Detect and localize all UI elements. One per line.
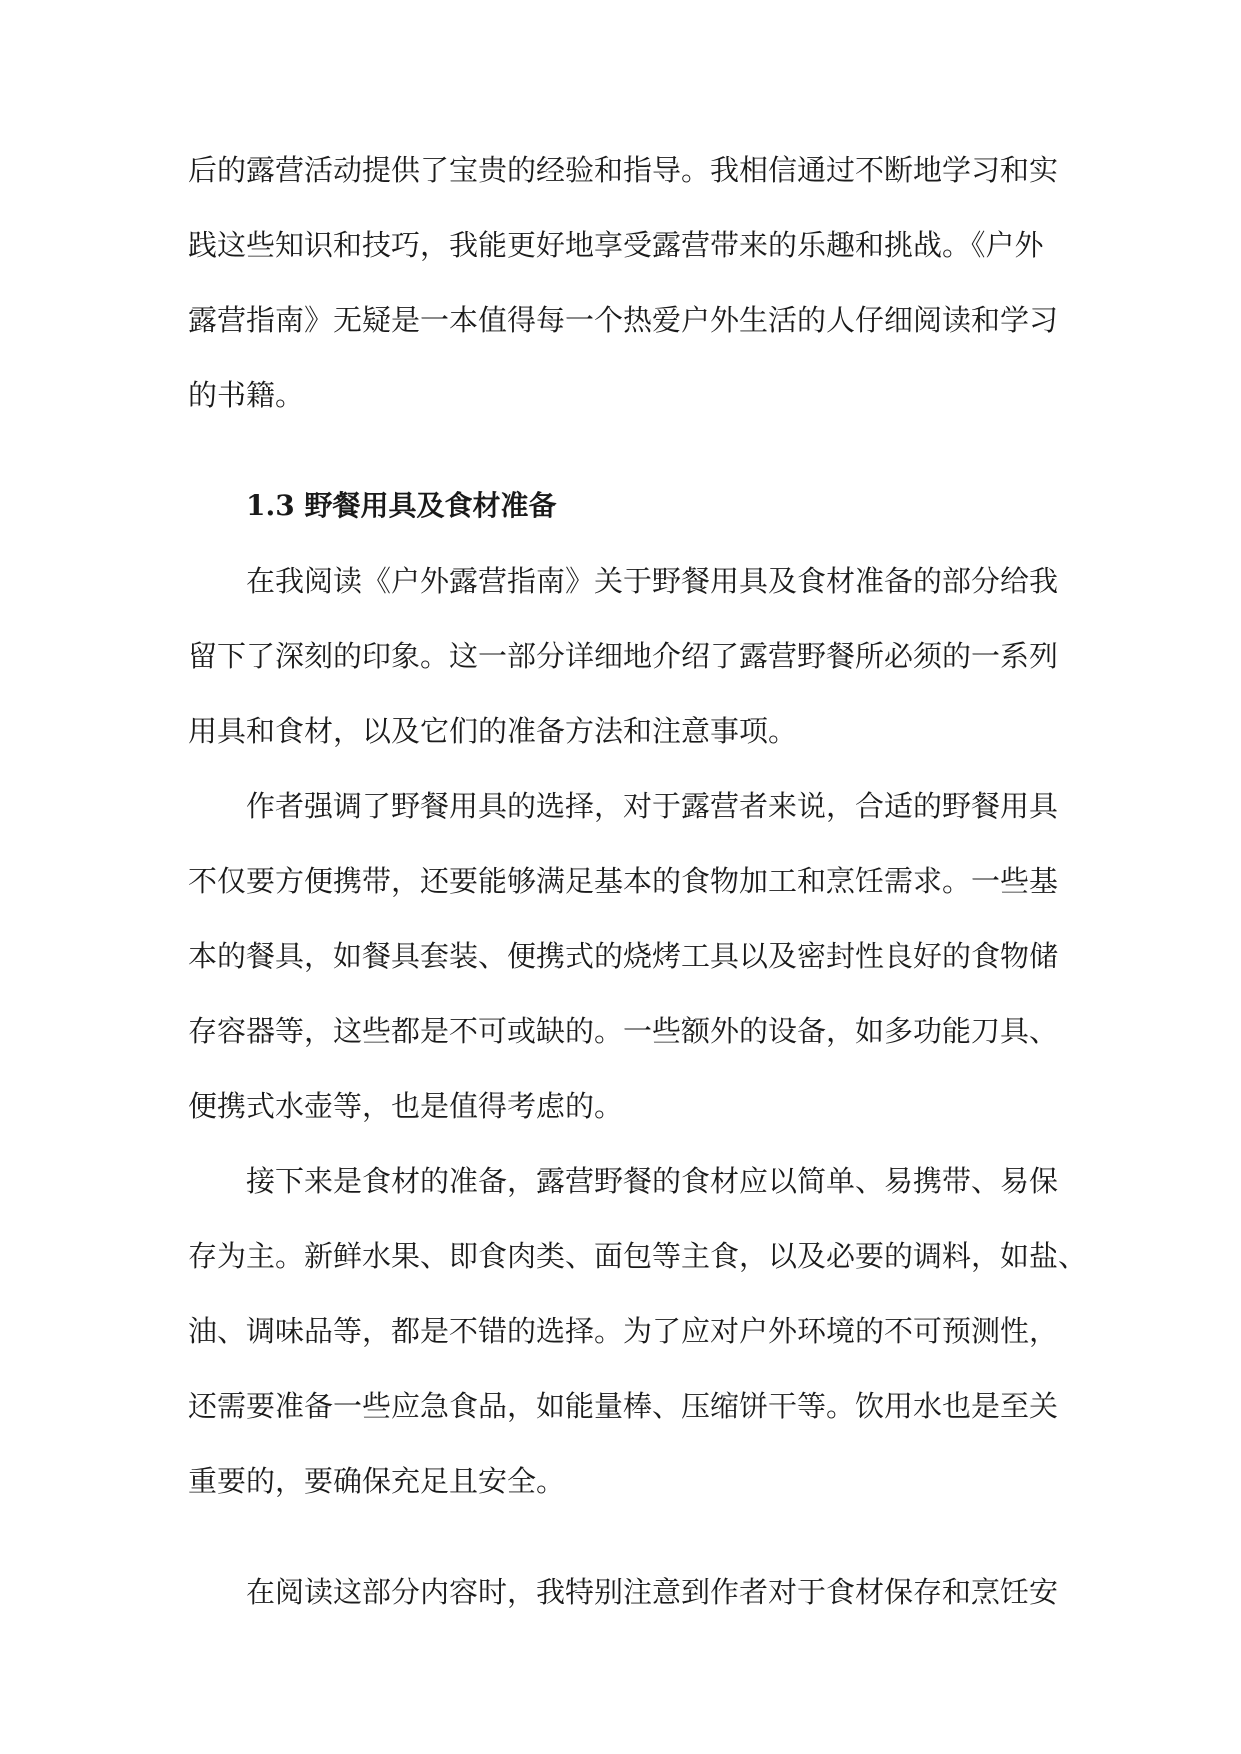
text-line: 重要的，要确保充足且安全。	[188, 1464, 566, 1498]
text-line: 在我阅读《户外露营指南》关于野餐用具及食材准备的部分给我	[246, 564, 1059, 598]
text-line: 用具和食材，以及它们的准备方法和注意事项。	[188, 714, 798, 748]
text-line: 存容器等，这些都是不可或缺的。一些额外的设备，如多功能刀具、	[188, 1014, 1059, 1048]
text-line: 后的露营活动提供了宝贵的经验和指导。我相信通过不断地学习和实	[188, 153, 1059, 187]
text-line: 的书籍。	[188, 378, 305, 412]
text-line: 践这些知识和技巧，我能更好地享受露营带来的乐趣和挑战。《户外	[188, 228, 1044, 262]
text-line: 便携式水壶等，也是值得考虑的。	[188, 1089, 624, 1123]
text-line: 接下来是食材的准备，露营野餐的食材应以简单、易携带、易保	[246, 1164, 1059, 1198]
text-line: 不仅要方便携带，还要能够满足基本的食物加工和烹饪需求。一些基	[188, 864, 1059, 898]
text-line: 本的餐具，如餐具套装、便携式的烧烤工具以及密封性良好的食物储	[188, 939, 1059, 973]
text-line: 作者强调了野餐用具的选择，对于露营者来说，合适的野餐用具	[246, 789, 1059, 823]
text-line: 还需要准备一些应急食品，如能量棒、压缩饼干等。饮用水也是至关	[188, 1389, 1059, 1423]
text-line: 留下了深刻的印象。这一部分详细地介绍了露营野餐所必须的一系列	[188, 639, 1059, 673]
section-heading: 1.3 野餐用具及食材准备	[246, 489, 557, 522]
text-line: 油、调味品等，都是不错的选择。为了应对户外环境的不可预测性，	[188, 1314, 1059, 1348]
text-line: 存为主。新鲜水果、即食肉类、面包等主食，以及必要的调料，如盐、	[188, 1239, 1088, 1273]
text-line: 在阅读这部分内容时，我特别注意到作者对于食材保存和烹饪安	[246, 1575, 1059, 1609]
text-line: 露营指南》无疑是一本值得每一个热爱户外生活的人仔细阅读和学习	[188, 303, 1059, 337]
